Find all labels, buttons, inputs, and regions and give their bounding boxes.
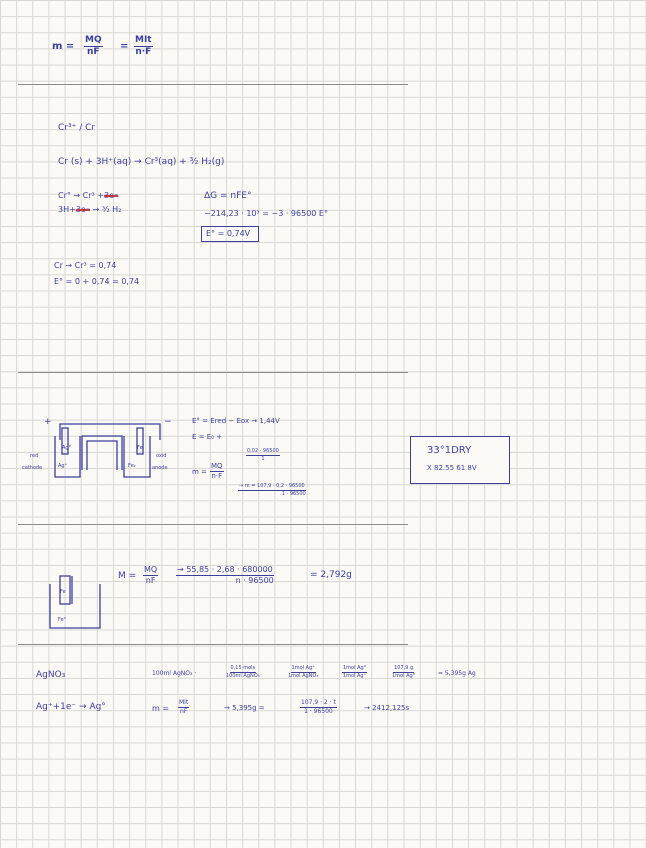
right-solution-label: Fe₂ <box>128 463 136 469</box>
fraction-denominator: n · 96500 <box>235 576 274 585</box>
e-standard-line: E° = 0 + 0,74 = 0,74 <box>54 277 140 286</box>
cr-potential-line: Cr → Cr³ = 0,74 <box>54 261 117 270</box>
answer-box-line-2: X 82.55 61 8V <box>427 464 477 472</box>
fraction-numerator: 1mol Ag⁺ <box>291 665 315 671</box>
left-solution-label: Ag⁺ <box>58 463 68 469</box>
fraction-denominator: 1 · 96500 <box>281 491 306 497</box>
negative-terminal: − <box>164 417 172 427</box>
fraction-numerator: 107,9 g <box>394 665 414 671</box>
mass-eq-label: M = <box>118 571 137 581</box>
mass-arrow: → 5,395g = <box>224 704 265 712</box>
fraction-denominator: n·F <box>211 472 223 480</box>
cell-potential-line: E° = Ered − Eox → 1,44V <box>192 417 280 425</box>
silver-nitrate-label: AgNO₃ <box>36 670 66 680</box>
fraction-numerator: MQ <box>211 462 223 470</box>
mass-eq-label: m = <box>192 468 207 476</box>
mass-result: = 2,792g <box>310 570 352 580</box>
iron-solution-label: Fe° <box>58 617 67 623</box>
fraction-numerator: 107,9 · 2 · t <box>301 699 336 706</box>
right-process-label: oxid <box>156 453 167 459</box>
fraction-numerator: MIt <box>135 35 152 45</box>
gibbs-substitution: −214,23 · 10³ = −3 · 96500 E° <box>204 209 328 218</box>
conversion-factor-3 <box>342 666 367 679</box>
overall-reaction: Cr (s) + 3H⁺(aq) → Cr³(aq) + ³⁄₂ H₂(g) <box>58 157 225 167</box>
fraction-numerator: MIt <box>179 699 189 706</box>
fraction-denominator: 1 <box>261 456 265 462</box>
cancelled-electrons: 3e⁻ <box>75 205 91 214</box>
time-fraction <box>300 700 337 715</box>
conversion-result: = 5,395g Ag <box>438 670 476 677</box>
fraction-numerator: → m = 107,9 · 0,2 · 96500 <box>239 483 305 489</box>
mass-fraction <box>178 700 189 715</box>
m-lhs: m = <box>52 41 75 52</box>
fraction-denominator: nF <box>180 708 188 715</box>
conversion-start: 100ml AgNO₃ · <box>152 670 197 677</box>
half-reaction-product: → ³⁄₂ H₂ <box>90 205 122 214</box>
conversion-factor-2 <box>288 666 318 679</box>
result-box: E° = 0,74V <box>201 226 259 242</box>
fraction-denominator: nF <box>87 47 100 57</box>
answer-box-line-1: 33°1DRY <box>427 445 472 456</box>
gibbs-relation: ΔG = nFE° <box>204 191 252 201</box>
equals-sign: = <box>120 41 129 52</box>
fraction-numerator: 0,15 mols <box>230 665 256 671</box>
fraction-numerator: → 55,85 · 2,68 · 680000 <box>177 565 273 574</box>
left-electrode-label: Ag° <box>62 445 72 451</box>
right-electrode-role: anode <box>152 465 168 471</box>
mass-eq-label: m = <box>152 704 170 713</box>
conversion-factor-1 <box>226 666 260 679</box>
fraction-numerator: 1mol Ag° <box>343 665 367 671</box>
right-electrode-label: Fe <box>137 445 143 451</box>
fraction-numerator: MQ <box>85 35 102 45</box>
fraction-denominator: 1mol Ag⁺ <box>342 673 367 679</box>
silver-half-reaction: Ag⁺+1e⁻ → Ag° <box>36 702 106 712</box>
fraction-denominator: nF <box>145 576 156 585</box>
cancelled-electrons: 3e⁻ <box>104 191 119 200</box>
time-result: → 2412,125s <box>364 704 410 712</box>
half-reaction-text: 3H+ <box>58 205 76 214</box>
fraction-denominator: 1mol AgNO₃ <box>288 673 319 679</box>
fraction-numerator: MQ <box>144 565 158 574</box>
left-process-label: red <box>30 453 39 459</box>
fraction-denominator: n·F <box>135 47 152 57</box>
fraction-numerator: 0,02 · 96500 <box>247 448 279 454</box>
iron-electrode-label: Fe <box>60 589 66 595</box>
nernst-line: E = E₀ + <box>192 433 223 441</box>
fraction-denominator: 100ml AgNO₃ <box>226 673 260 679</box>
fraction-denominator: 1 · 96500 <box>304 708 333 715</box>
positive-terminal: + <box>44 417 52 427</box>
couple-title: Cr³⁺ / Cr <box>58 123 96 133</box>
half-reaction-text: Cr° → Cr³ + <box>58 191 104 200</box>
fraction-denominator: 1mol Ag° <box>392 673 416 679</box>
mass-fraction <box>143 566 158 585</box>
left-electrode-role: cathode <box>22 465 43 471</box>
conversion-factor-4 <box>392 666 415 679</box>
mass-substitution <box>176 566 274 585</box>
